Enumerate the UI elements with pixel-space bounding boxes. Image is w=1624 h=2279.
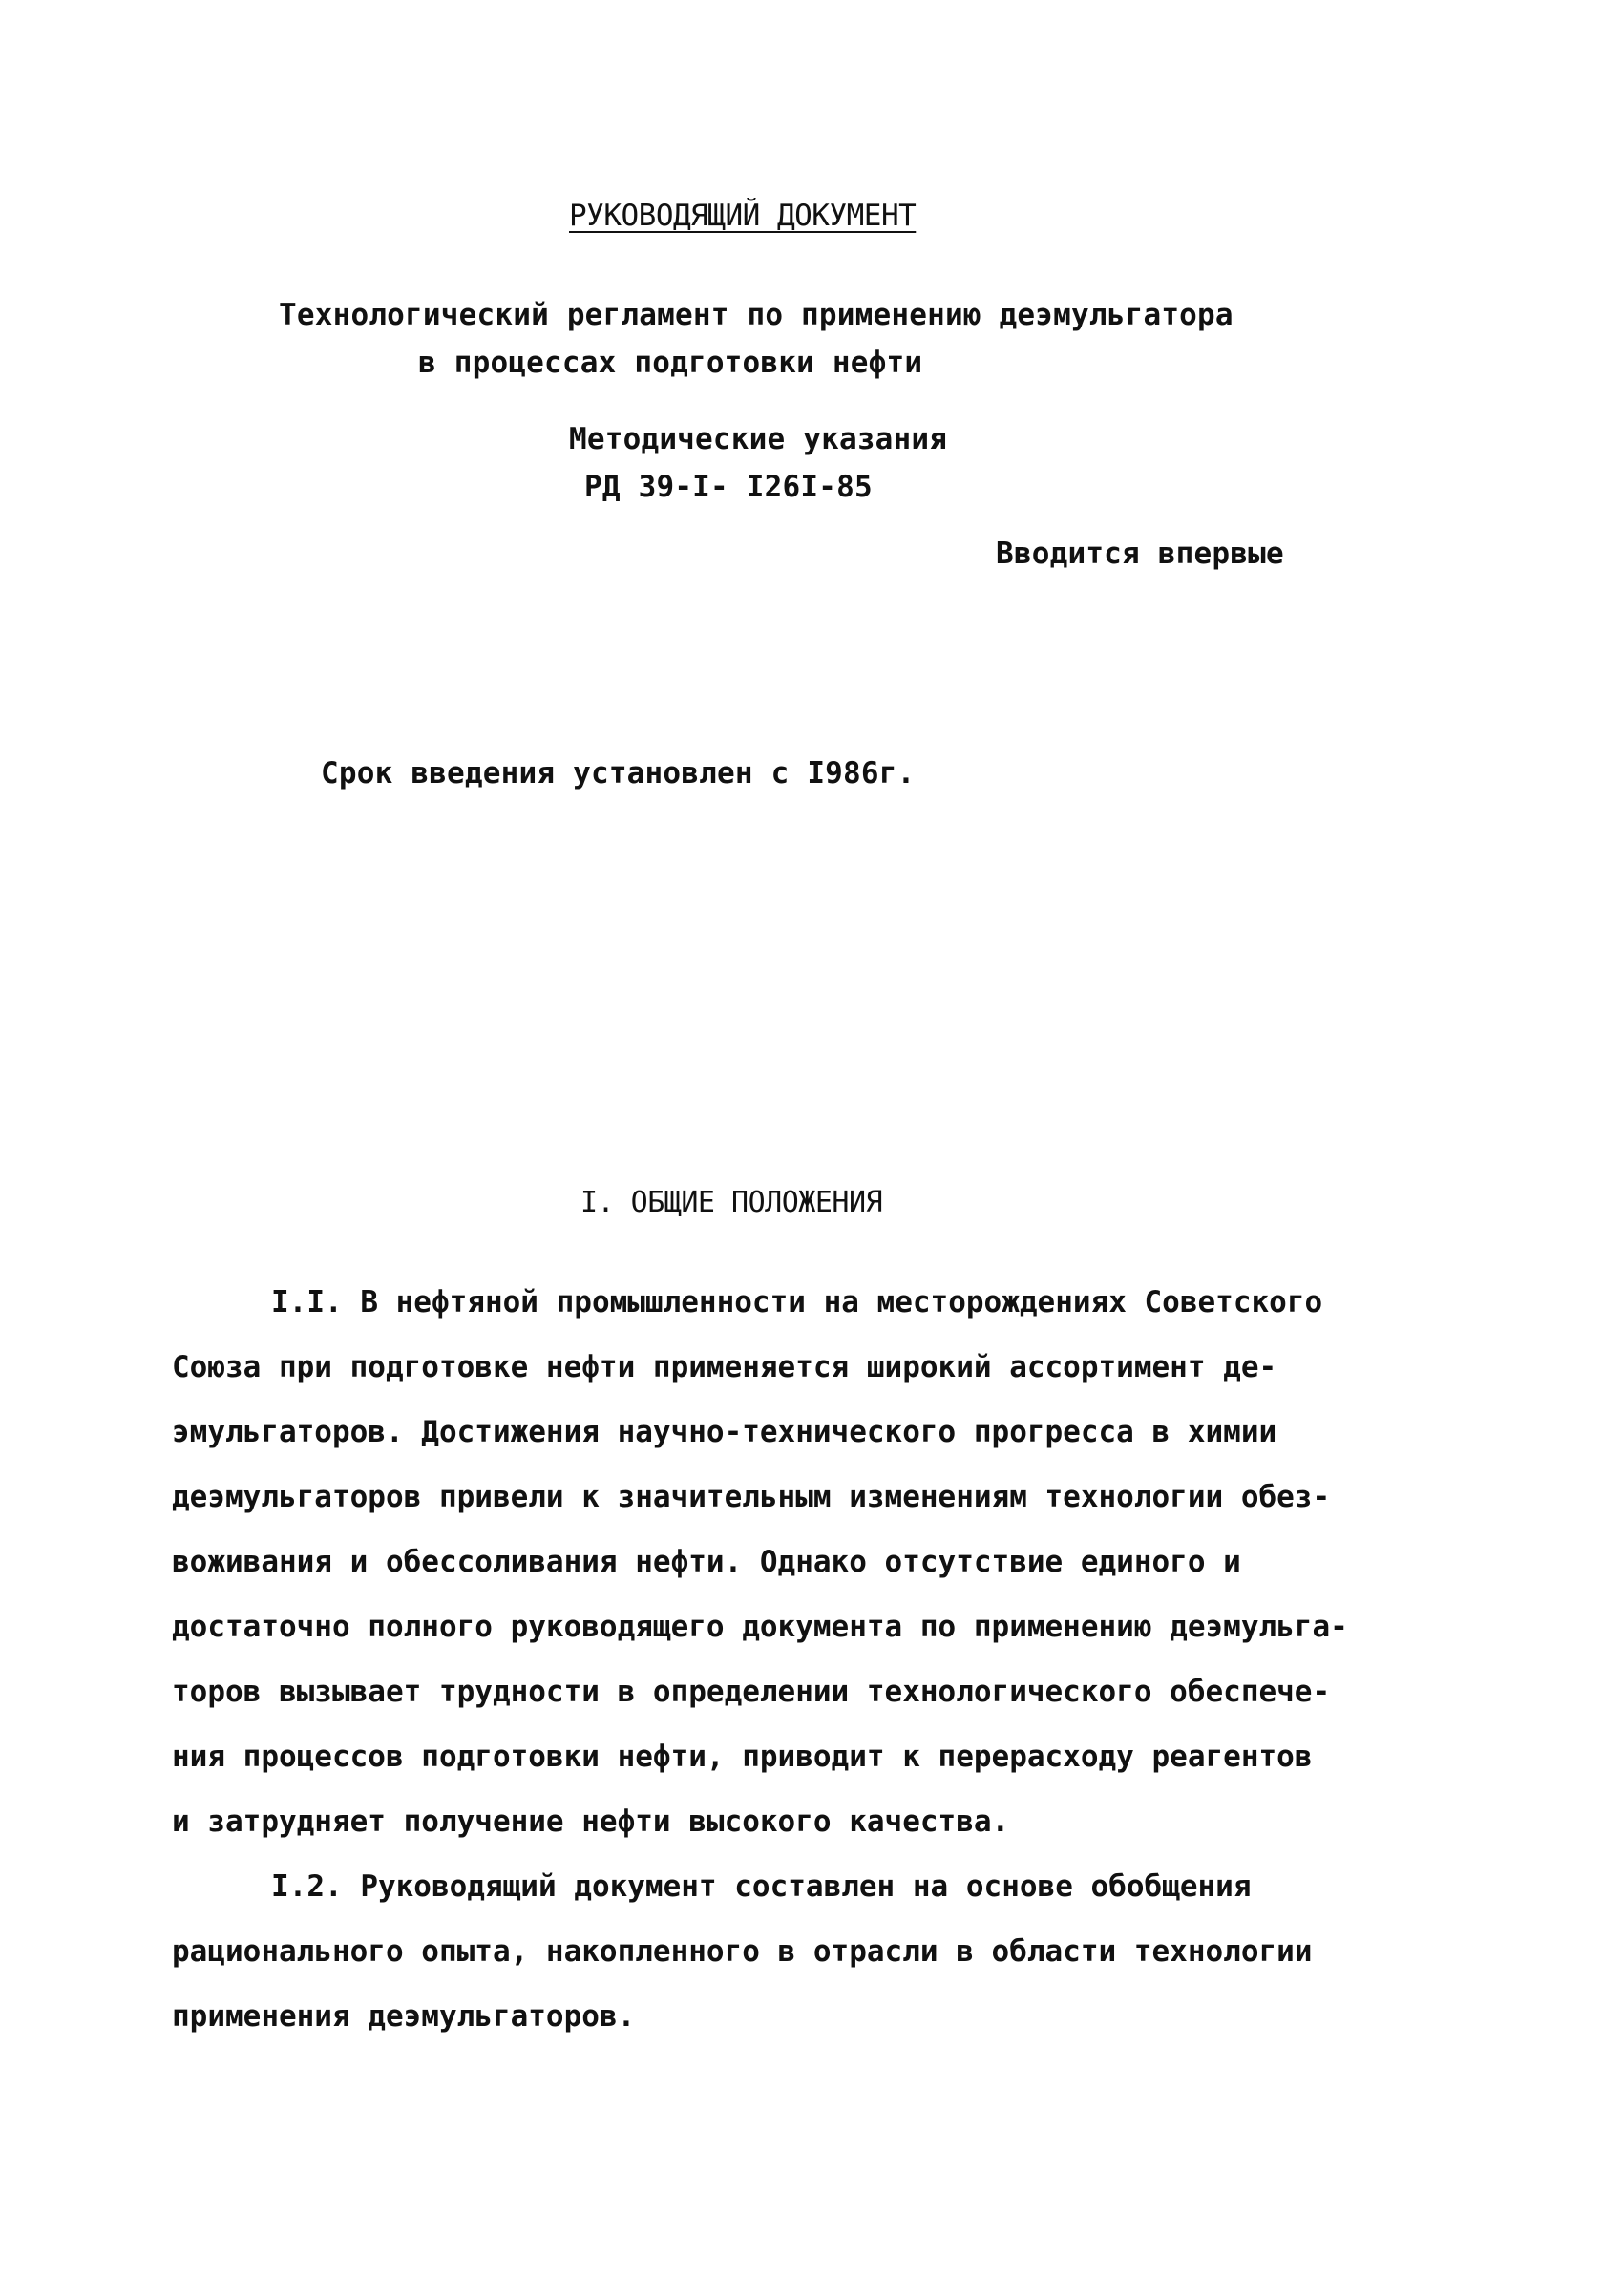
document-code: РД 39-I- I26I-85 bbox=[584, 470, 873, 504]
paragraph-line: и затрудняет получение нефти высокого качества. bbox=[172, 1804, 1010, 1839]
section-body bbox=[172, 1270, 1451, 2049]
section-heading: I. ОБЩИЕ ПОЛОЖЕНИЯ bbox=[580, 1186, 883, 1219]
document-type-heading: РУКОВОДЯЩИЙ ДОКУМЕНТ bbox=[569, 199, 917, 233]
paragraph-line: воживания и обессоливания нефти. Однако отсутствие единого и bbox=[172, 1545, 1241, 1579]
paragraph-line: ния процессов подготовки нефти, приводит к перерасходу реагентов bbox=[172, 1740, 1313, 1774]
paragraph-line: применения деэмульгаторов. bbox=[172, 1999, 636, 2034]
document-subtitle: Методические указания bbox=[569, 422, 948, 456]
paragraph-line: эмульгаторов. Достижения научно-технического прогресса в химии bbox=[172, 1415, 1277, 1449]
paragraph-line: торов вызывает трудности в определении технологического обеспече- bbox=[172, 1675, 1331, 1709]
paragraph-line: достаточно полного руководящего документа по применению деэмульга- bbox=[172, 1610, 1348, 1644]
paragraph-line: рационального опыта, накопленного в отрасли в области технологии bbox=[172, 1934, 1313, 1969]
paragraph-line: деэмульгаторов привели к значительным изменениям технологии обез- bbox=[172, 1480, 1331, 1514]
document-title-line-2: в процессах подготовки нефти bbox=[418, 346, 923, 380]
paragraph-line: Союза при подготовке нефти применяется широкий ассортимент де- bbox=[172, 1350, 1277, 1384]
document-title-line-1: Технологический регламент по применению деэмульгатора bbox=[279, 298, 1234, 332]
paragraph-line: I.2. Руководящий документ составлен на основе обобщения bbox=[271, 1869, 1252, 1904]
effective-date: Срок введения установлен с I986г. bbox=[321, 756, 916, 791]
paragraph-line: I.I. В нефтяной промышленности на месторождениях Советского bbox=[271, 1285, 1323, 1319]
introduction-note: Вводится впервые bbox=[996, 537, 1284, 571]
